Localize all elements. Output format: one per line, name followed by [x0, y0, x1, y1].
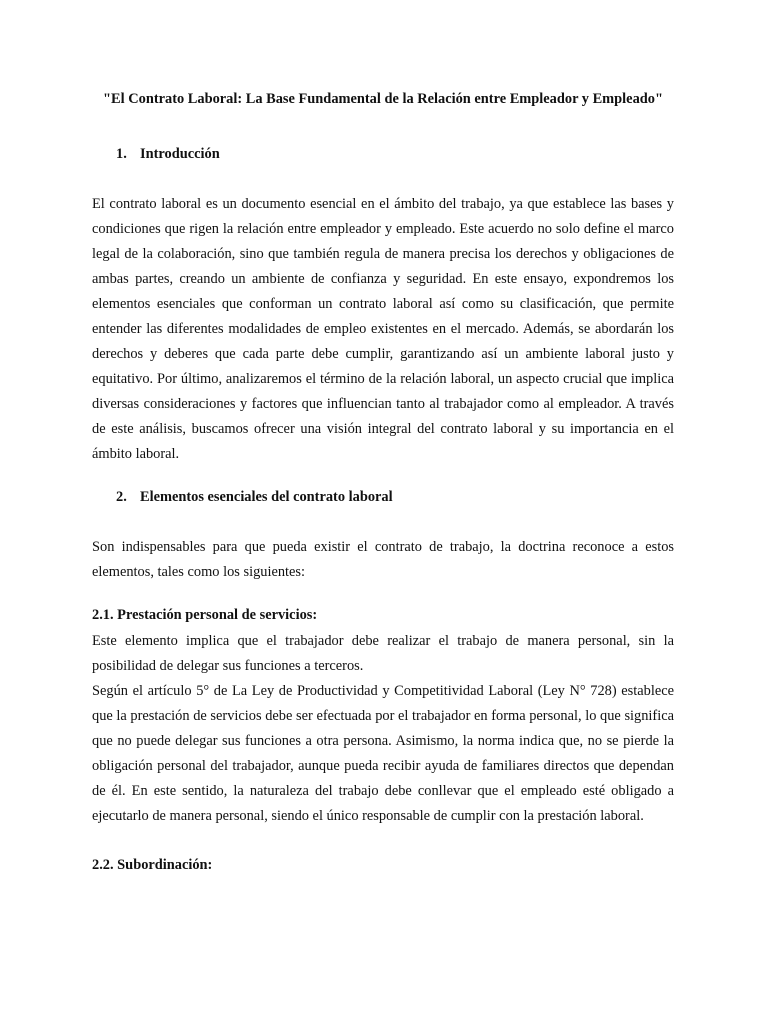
section-1-paragraph: El contrato laboral es un documento esencial en el ámbito del trabajo, ya que establece las bases y condiciones que rigen la relación entre empleador y empleado. Este acuerdo no solo define el marco legal de la colaboración, sino que también regula de manera precisa los derechos y obligaciones de ambas partes, creando un ambiente de confianza y seguridad. En este ensayo, expondremos los elementos esenciales que conforman un contrato laboral así como su clasificación, que permite entender las diferentes modalidades de empleo existentes en el mercado. Además, se abordarán los derechos y deberes que cada parte debe cumplir, garantizando así un ambiente laboral justo y equitativo. Por último, analizaremos el término de la relación laboral, un aspecto crucial que implica diversas consideraciones y factores que influencian tanto al trabajador como al empleador. A través de este análisis, buscamos ofrecer una visión integral del contrato laboral y su importancia en el ámbito laboral. [92, 196, 674, 462]
section-2-number: 2. [116, 489, 127, 505]
section-2-1-heading: 2.1. Prestación personal de servicios: [92, 607, 318, 623]
section-2-paragraph: Son indispensables para que pueda existir el contrato de trabajo, la doctrina reconoce a estos elementos, tales como los siguientes: [92, 539, 674, 580]
section-2-heading [92, 487, 674, 507]
section-2-1-paragraph-1: Este elemento implica que el trabajador debe realizar el trabajo de manera personal, sin la posibilidad de delegar sus funciones a terceros. [92, 633, 674, 674]
section-1-heading [92, 144, 674, 164]
section-1-number: 1. [116, 146, 127, 162]
section-1-title: Introducción [140, 146, 220, 162]
document-body [92, 86, 674, 875]
section-2-title: Elementos esenciales del contrato laboral [140, 489, 393, 505]
section-2-1-paragraph-2: Según el artículo 5° de La Ley de Productividad y Competitividad Laboral (Ley N° 728) establece que la prestación de servicios debe ser efectuada por el trabajador en forma personal, lo que significa que no puede delegar sus funciones a otra persona. Asimismo, la norma indica que, no se pierde la obligación personal del trabajador, aunque pueda recibir ayuda de familiares directos que dependan de él. En este sentido, la naturaleza del trabajo debe conllevar que el empleado esté obligado a ejecutarlo de manera personal, siendo el único responsable de cumplir con la prestación laboral. [92, 683, 674, 824]
section-2-2-heading: 2.2. Subordinación: [92, 857, 213, 873]
document-title: "El Contrato Laboral: La Base Fundamental de la Relación entre Empleador y Empleado" [103, 91, 663, 107]
